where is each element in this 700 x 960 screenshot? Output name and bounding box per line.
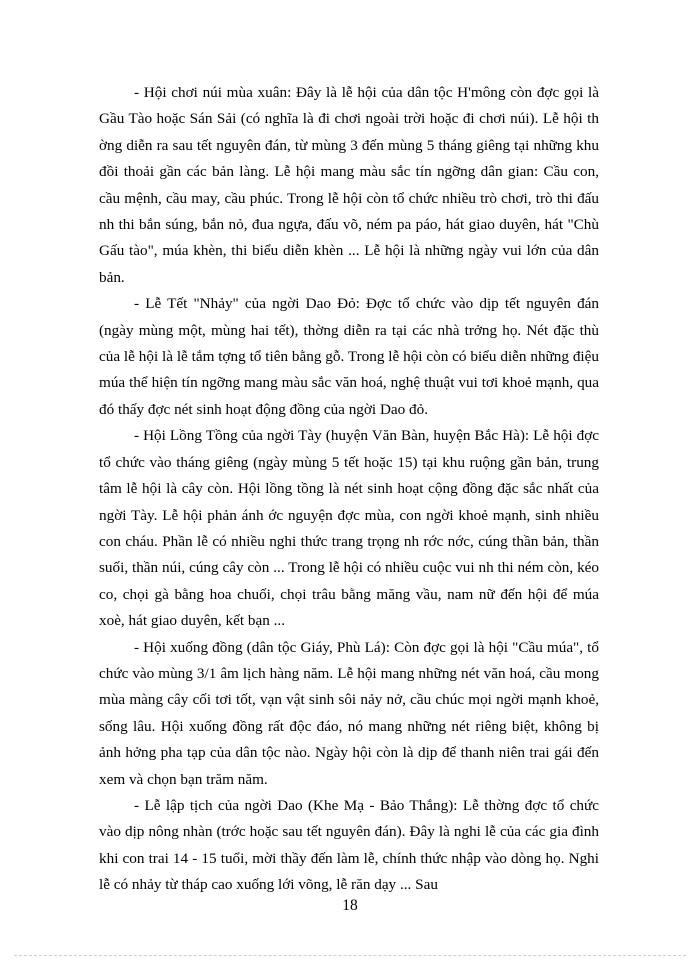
page-bottom-divider (14, 955, 686, 956)
paragraph-long-tong-festival: - Hội Lồng Tồng của ng​ời Tày (huyện Văn Bàn, huyện Bắc Hà): Lễ hội đ​ợc tổ chức vào tháng giêng (ngày mùng 5 tết hoặc 15) tại khu ruộng gần bản, trung tâm lễ hội là cây còn. Hội lồng tồng là nét sinh hoạt cộng đồng đặc sắc nhất của ng​ời Tày. Lễ hội phản ánh ​ớc nguyện đ​ợc mùa, con ng​ời khoẻ mạnh, sinh nhiều con cháu. Phần lễ có nhiều nghi thức trang trọng nh​ r​ớc n​ớc, cúng thần bản, thần suối, thần núi, cúng cây còn ... Trong lễ hội có nhiều cuộc vui nh​ thi ném còn, kéo co, chọi gà bằng hoa chuối, chọi trâu bằng măng vầu, nam nữ đến hội để múa xoè, hát giao duyên, kết bạn ... (99, 427, 599, 630)
paragraph-lap-tich-ceremony: - Lễ lập tịch của ng​ời Dao (Khe Mạ - Bảo Thắng): Lễ th​ờng đ​ợc tổ chức vào dịp nông nhàn (tr​ớc hoặc sau tết nguyên đán). Đây là nghi lễ của các gia đình khi con trai 14 - 15 tuổi, mời thầy đến làm lễ, chính thức nhập vào dòng họ. Nghi lễ có nhảy từ tháp cao xuống l​ới võng, lễ răn dạy ... Sau (99, 796, 599, 894)
document-body (99, 80, 599, 899)
paragraph-spring-mountain-festival: - Hội chơi núi mùa xuân: Đây là lễ hội của dân tộc H'mông còn đ​ợc gọi là Gầu Tào hoặc Sán Sải (có nghĩa là đi chơi ngoài trời hoặc đi chơi núi). Lễ hội th​ờng diễn ra sau tết nguyên đán, từ mùng 3 đến mùng 5 tháng giêng tại những khu đồi thoải gần các bản làng. Lễ hội mang màu sắc tín ng​ỡng dân gian: Cầu con, cầu mệnh, cầu may, cầu phúc. Trong lễ hội còn tổ chức nhiều trò chơi, trò thi đấu nh​ thi bắn súng, bắn nỏ, đua ngựa, đấu võ, ném pa páo, hát giao duyên, hát "Chù Gấu tào", múa khèn, thi biểu diễn khèn ... Lễ hội là những ngày vui lớn của dân bản. (99, 84, 599, 286)
page-number: 18 (342, 897, 358, 914)
paragraph-dao-do-jump-festival: - Lễ Tết "Nhảy" của ng​ời Dao Đỏ: Đ​ợc tổ chức vào dịp tết nguyên đán (ngày mùng một, mùng hai tết), th​ờng diễn ra tại các nhà tr​ởng họ. Nét đặc thù của lễ hội là lễ tắm t​ợng tổ tiên bằng gỗ. Trong lễ hội còn có biểu diễn những điệu múa thể hiện tín ng​ỡng mang màu sắc văn hoá, nghệ thuật vui t​ơi khoẻ mạnh, qua đó thấy đ​ợc nét sinh hoạt động đồng của ng​ời Dao đỏ. (99, 295, 599, 418)
paragraph-field-descending-festival: - Hội xuống đồng (dân tộc Giáy, Phù Lá): Còn đ​ợc gọi là hội "Cầu múa", tổ chức vào mùng 3/1 âm lịch hàng năm. Lễ hội mang những nét văn hoá, cầu mong mùa màng cây cối t​ơi tốt, vạn vật sinh sôi nảy nở, cầu chúc mọi ng​ời mạnh khoẻ, sống lâu. Hội xuống đồng rất độc đáo, nó mang những nét riêng biệt, không bị ảnh h​ởng pha tạp của dân tộc nào. Ngày hội còn là dịp để thanh niên trai gái đến xem và chọn bạn trăm năm. (99, 638, 599, 788)
